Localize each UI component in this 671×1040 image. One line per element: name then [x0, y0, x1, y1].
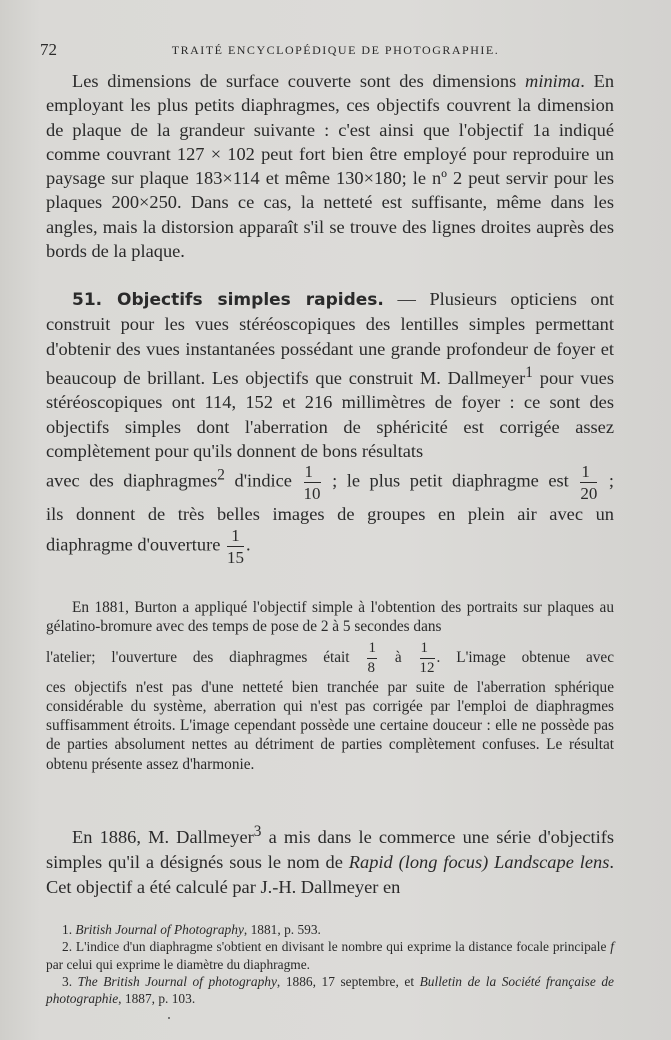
fraction: $\frac{1}{8}$: [367, 639, 376, 676]
paragraph-dallmeyer-1886: En 1886, M. Dallmeyer$^3$ a mis dans le commerce une série d'objectifs simples qu'il a désignés sous le nom de Rapid (long focus) Landscape lens. Cet objectif a été calculé par J.-H. Dallmeyer en: [46, 823, 614, 897]
fraction: $\frac{1}{20}$: [580, 462, 598, 504]
fraction: $\frac{1}{15}$: [226, 525, 244, 567]
footnote-2: 2. L'indice d'un diaphragme s'obtient en divisant le nombre qui exprime la distance focale principale f par celui qui exprime le diamètre du diaphragme.: [46, 939, 614, 972]
footnote-ref: 2: [217, 466, 225, 484]
page-header: [40, 40, 631, 60]
running-head: TRAITÉ ENCYCLOPÉDIQUE DE PHOTOGRAPHIE.: [171, 43, 500, 57]
footnote-1: 1. British Journal of Photography, 1881, p. 593.: [62, 922, 321, 937]
section-51: 51. Objectifs simples rapides. — Plusieurs opticiens ont construit pour les vues stéréoscopiques des lentilles simples permettant d'obtenir des vues instantanées possédant une grande profondeur de foyer et beaucoup de brillant. Les objectifs que construit M. Dallmeyer$^1$ pour vues stéréoscopiques ont 114, 152 et 216 millimètres de foyer : ce sont des objectifs simples dont l'aberration de sphéricité est corrigée assez complètement pour qu'ils donnent de bons résultats avec des diaphragmes$^2$ d'indice $\frac{1}{10}$ ; le plus petit diaphragme est $\frac{1}{20}$ ; ils donnent de très belles images de groupes en plein air avec un diaphragme d'ouverture $\frac{1}{15}$ .: [46, 289, 615, 567]
footnote-ref: 3: [253, 823, 262, 840]
section-heading: 51. Objectifs simples rapides.: [72, 290, 384, 310]
page-number: 72: [40, 40, 57, 59]
fraction: $\frac{1}{12}$: [419, 639, 435, 676]
footnote-ref: 1: [525, 363, 533, 381]
fraction: $\frac{1}{10}$: [303, 462, 321, 504]
printer-mark: [168, 1017, 170, 1019]
footnotes: [46, 921, 614, 1007]
small-print-paragraph: En 1881, Burton a appliqué l'objectif simple à l'obtention des portraits sur plaques au gélatino-bromure avec des temps de pose de 2 à 5 secondes dans l'atelier; l'ouverture des diaphragmes était $\frac{1}{8}$ à $\frac{1}{12}$ . L'image obtenue avec ces objectifs n'est pas d'une netteté bien tranchée par suite de l'aberration sphérique considérable du système, aberration qui n'est pas corrigée par l'emploi de diaphragmes suffisamment étroits. L'image cependant possède une certaine douceur : elle ne possède pas de parties absolument nettes au détriment de parties complètement confuses. Le résultat obtenu présente assez d'harmonie.: [46, 599, 614, 773]
paragraph-dimensions: Les dimensions de surface couverte sont des dimensions minima. En employant les plus petits diaphragmes, ces objectifs couvrent la dimension de plaque de la grandeur suivante : c'est ainsi que l'objectif 1a indiqué comme couvrant 127 × 102 peut fort bien être employé pour reproduire un paysage sur plaque 183×114 et même 130×180; le nº 2 peut servir pour les plaques 200×250. Dans ce cas, la netteté est suffisante, même dans les angles, mais la distorsion apparaît s'il se trouve des lignes droites auprès des bords de la plaque.: [46, 71, 615, 262]
footnote-3: 3. The British Journal of photography, 1886, 17 septembre, et Bulletin de la Société française de photographie, 1887, p. 103.: [46, 973, 614, 1007]
